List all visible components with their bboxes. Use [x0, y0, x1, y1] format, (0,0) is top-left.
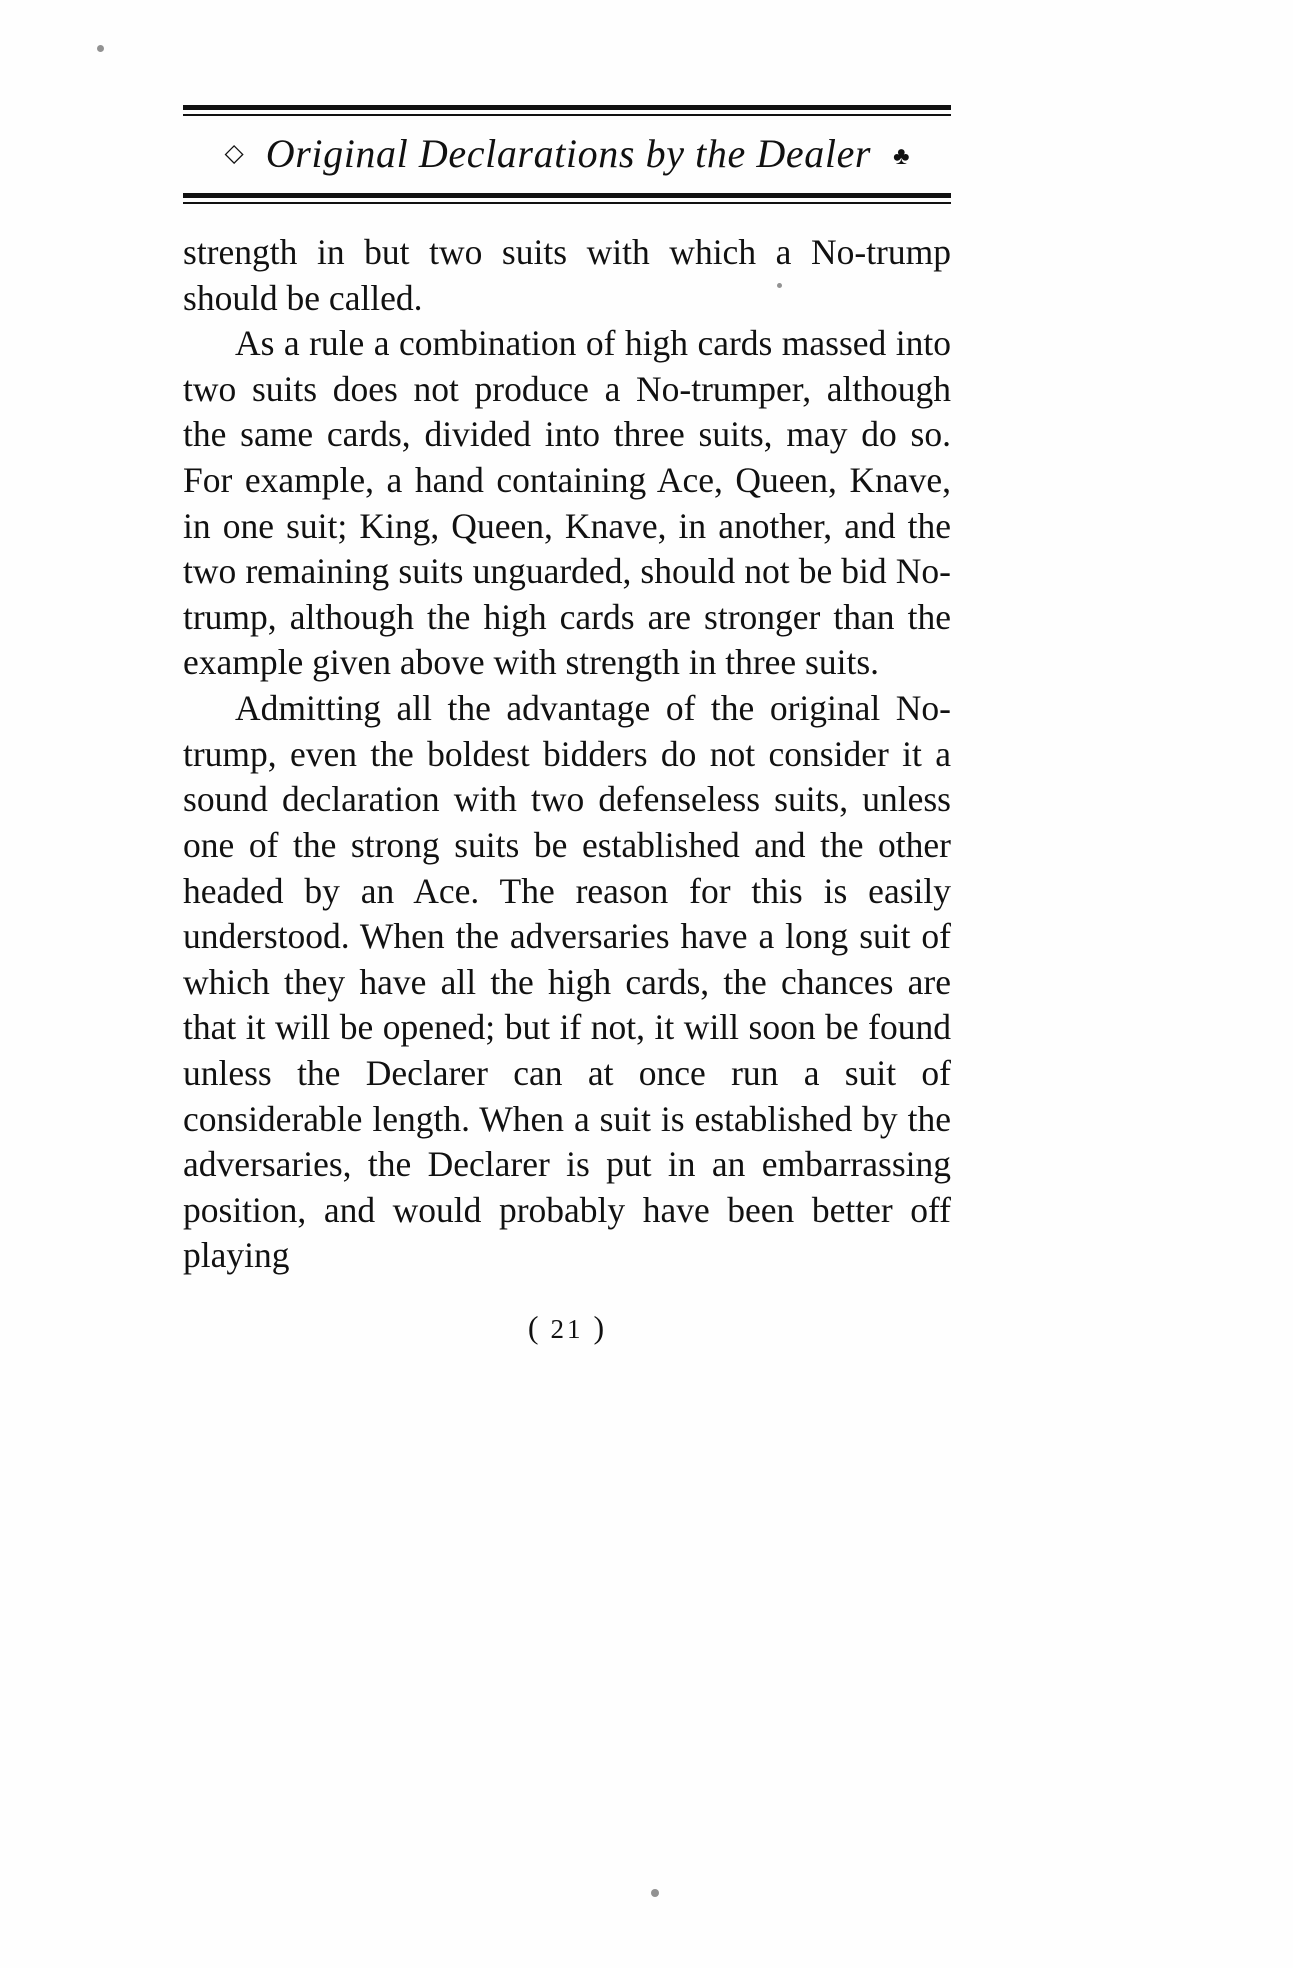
header-rule-top-thick — [183, 105, 951, 110]
paragraph: As a rule a combination of high cards massed into two suits does not produce a No-trumper, although the same cards, divided into three suits, may do so. For example, a hand containing Ace, Queen, Knave, in one suit; King, Queen, Knave, in another, and the two remaining suits unguarded, should not be bid No-trump, although the high cards are stronger than the example given above with strength in three suits. — [183, 323, 951, 683]
header-rule-bottom-thick — [183, 193, 951, 198]
running-head — [183, 116, 951, 193]
folio-close-paren: ) — [593, 1309, 607, 1346]
page-title: Original Declarations by the Dealer — [265, 131, 872, 176]
scan-speck-icon — [651, 1889, 659, 1897]
page-folio — [183, 1309, 951, 1346]
folio-open-paren: ( — [527, 1309, 541, 1346]
paragraph: strength in but two suits with which a No-trump should be called. — [183, 232, 951, 318]
page-number: 21 — [550, 1314, 584, 1345]
body-text — [183, 230, 951, 1279]
diamond-suit-icon: ◇ — [224, 140, 244, 167]
club-suit-icon: ♣ — [893, 143, 910, 170]
scan-speck-icon — [97, 45, 104, 52]
paragraph: Admitting all the advantage of the original No-trump, even the boldest bidders do not consider it a sound declaration with two defenseless suits, unless one of the strong suits be established and the other headed by an Ace. The reason for this is easily understood. When the adversaries have a long suit of which they have all the high cards, the chances are that it will be opened; but if not, it will soon be found unless the Declarer can at once run a suit of considerable length. When a suit is established by the adversaries, the Declarer is put in an embarrassing position, and would probably have been better off playing — [183, 688, 951, 1276]
header-rule-bottom-thin — [183, 202, 951, 204]
page-content — [183, 105, 951, 1346]
